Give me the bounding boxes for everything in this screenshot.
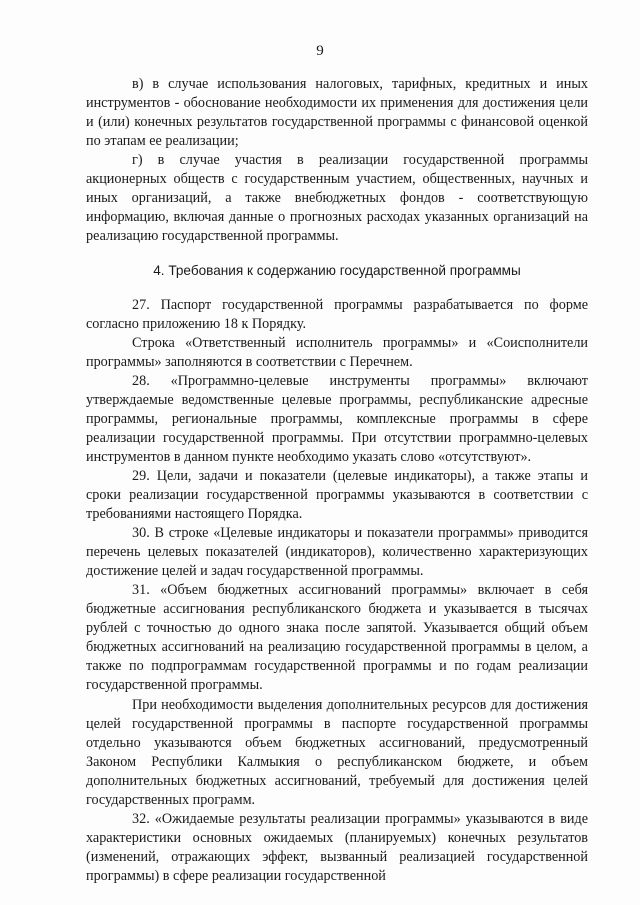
paragraph-27-continued: Строка «Ответственный исполнитель программы» и «Соисполнители программы» заполняются в соответствии с Перечнем. [86, 335, 588, 370]
page-number: 9 [316, 43, 324, 59]
section-heading: 4. Требования к содержанию государственной программы [153, 263, 521, 278]
paragraph-v: в) в случае использования налоговых, тарифных, кредитных и иных инструментов - обоснование необходимости их применения для достижения цели и (или) конечных результатов государственной программы с финансовой оценкой по этапам ее реализации; [86, 76, 588, 149]
paragraph-30: 30. В строке «Целевые индикаторы и показатели программы» приводится перечень целевых показателей (индикаторов), количественно характеризующих достижение целей и задач государственной программы. [86, 525, 588, 579]
paragraph-27: 27. Паспорт государственной программы разрабатывается по форме согласно приложению 18 к Порядку. [86, 297, 588, 332]
paragraph-32: 32. «Ожидаемые результаты реализации программы» указываются в виде характеристики основных ожидаемых (планируемых) конечных результатов (изменений, отражающих эффект, вызванный реализацией государственной программы) в сфере реализации государственной [86, 811, 588, 884]
paragraph-29: 29. Цели, задачи и показатели (целевые индикаторы), а также этапы и сроки реализации государственной программы указываются в соответствии с требованиями настоящего Порядка. [86, 468, 588, 522]
paragraph-g: г) в случае участия в реализации государственной программы акционерных обществ с государственным участием, общественных, научных и иных организаций, а также внебюджетных фондов - соответствующую информацию, включая данные о прогнозных расходах указанных организаций на реализацию государственной программы. [86, 152, 588, 244]
paragraph-28: 28. «Программно-целевые инструменты программы» включают утверждаемые ведомственные целевые программы, республиканские адресные программы, региональные программы, комплексные программы в сфере реализации государственной программы. При отсутствии программно-целевых инструментов в данном пункте необходимо указать слово «отсутствуют». [86, 373, 588, 465]
document-body [86, 75, 588, 886]
paragraph-31-continued: При необходимости выделения дополнительных ресурсов для достижения целей государственной программы в паспорте государственной программы отдельно указываются объем бюджетных ассигнований, предусмотренный Законом Республики Калмыкия о республиканском бюджете, и объем дополнительных бюджетных ассигнований, требуемый для достижения целей государственных программ. [86, 697, 588, 808]
paragraph-31: 31. «Объем бюджетных ассигнований программы» включает в себя бюджетные ассигнования республиканского бюджета и указывается в тысячах рублей с точностью до одного знака после запятой. Указывается общий объем бюджетных ассигнований на реализацию государственной программы в целом, а также по подпрограммам государственной программы и по годам реализации государственной программы. [86, 582, 588, 693]
